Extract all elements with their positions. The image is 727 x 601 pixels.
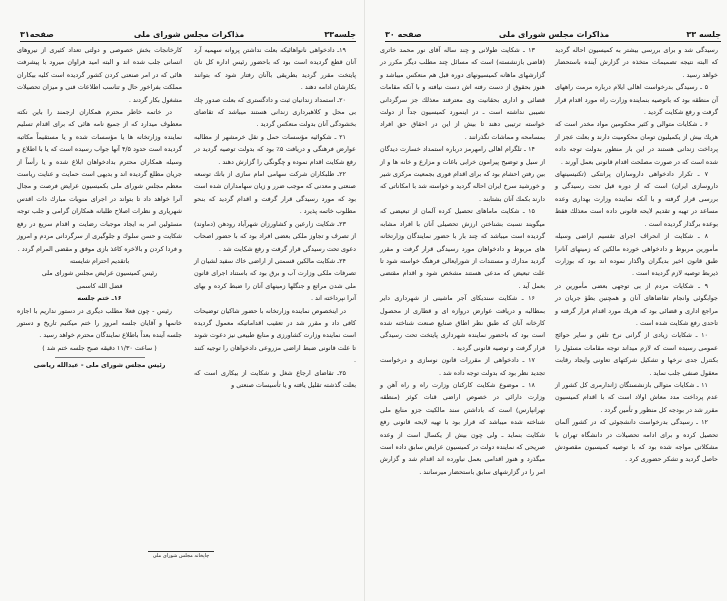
paragraph: کارخانجات بخش خصوصی و دولتی تعداد کثیری از نیروهای انسانی جلب شده اند و البته امید فراوان میرود با پیشرفت هائی که در امر صنعتی کردن کشور گردیده است کلیه بیکاران مملکت بفراخور حال و تناسب اطلاعات فنی و میزان تحصیلات مشغول بکار گردند . [17,46,182,104]
signature-rule [55,357,145,358]
paragraph: ۵ ـ رسیدگی بدرخواست اهالی ایلام درباره مرمت راههای آن منطقه بود که باتوصیه بنماینده وزارت راه مورد اقدام قرار گرفت و رفع شکایت گردید . [555,83,718,117]
paragraph: ۱۳ ـ شکایت طولانی و چند ساله آقای نور محمد خاتری (قاضی بازنشسته) است که مسائل چند مطلب دیگر مکرر در گزارشهای ماهانه کمیسیونهای دوره قبل هم منعکس میباشد و هنوز بحقوق از دست رفته اش دست نیافته و با آنکه مقامات قضائی و اداری بحقانیت وی معترفند معذلك جز سرگردانی نصیبی نداشته است ـ در اینمورد کمیسیون جداً از دولت خواسته ترتیبی دهند تا بیش از این در احقاق حق افراد بمسامحه و مماشات نگذرانند . [380,46,545,141]
paragraph: ۲۰ـ استمداد زندانیان ثبت و دادگستری که بعلت صدور چك بی محل و کلاهبرداری زندانی هستند میباشد که تقاضای بخشودگی آنان بدولت منعکس گردید . [194,95,356,129]
paragraph: ۲۱ ـ شکوائیه مؤسسات حمل و نقل خرمشهر از مطالبه عوارض فرهنگی و دریافت ۵٪ بود که بدولت توصیه گردید در رفع شکایت اقدام نموده و چگونگی را گزارش دهند . [194,132,356,166]
paragraph: ۲۲ـ طلبکاران شرکت سهامی امام سازی از بانك توسعه صنعتی و معدنی که موجب ضرر و زیان سهامداران شده است بود که مورد رسیدگی قرار گرفت و اقدام گردید که بنحو مطلوب خاتمه پذیرد . [194,170,356,216]
right-page [364,0,727,601]
printer-footer: چاپخانه مجلس شورای ملی [148,551,214,559]
paragraph: ۲۳ـ شکایت زارعین و کشاورزان شهرآباد رودهن (دماوند) از تصرف و تجاوز ملکی بعضی افراد بود که با حضور اصحاب دعوی تحت رسیدگی قرار گرفت و رفع شکایت شد . [194,219,356,253]
paragraph: ۱۱ ـ شکایات متوالی بازنشستگان ژاندارمری کل کشور از عدم پرداخت مدد معاش اولاد است که با اقدام کمیسیون مقرر شد در بودجه کل منظور و تأمین گردد . [555,380,718,414]
right-header-title: مذاکرات مجلس شورای ملی [498,30,610,39]
paragraph: در خاتمه خاطر محترم همکاران ارجمند را باین نکته معطوف میدارد که از جمیع نامه هائی که برای اقدام تسلیم نماینده وزارتخانه ها یا مؤسسات شده و یا مستقیماً مکاتبه گردیده است حدود ۴/۵ آنها جواب رسیده است که یا با اطلاع و وسیله همکاران محترم بدادخواهان ابلاغ شده و یا رأساً از جریان مطلع گردیده اند و بدیهی است حمایت و عنایت ریاست معظم مجلس شورای ملی بکمیسیون عرایض فرصت و مجال آنرا خواهد داد تا بتواند در اجرای منویات مبارك ذات اقدس شهریاری و نظرات اصلاح طلبانه همکاران گرامی و جلب توجه مسئولین امر به ایجاد موجبات رضایت و اقدام سریع در رفع شکایت و حسن سلوك و جلوگیری از سرگردانی مردم و امروز و فردا کردن و بالاخره کاغذ بازی موفق و مقضی المرام گردد . [17,108,182,253]
right-session-label: جلسه ۳۳ [686,30,721,39]
paragraph: ۶ ـ شکایات متوالی و کثیر محکومین مواد مخدر است که هریك بیش از یکمیلیون تومان محکومیت دارند و بعلت عجز از پرداخت زندانی هستند در این بار منظور بدولت توجه داده شده است که در صورت مصلحت اقدام قانونی بعمل آورند . [555,120,718,166]
paragraph: ۸ ـ شکایت از انحراف اجرای تقسیم اراضی وسیله مأمورین مربوط و دادخواهی خورده مالکین که زمینهای آنانرا طبق قانون اخیر بدیگران واگذار نموده اند بود که بوزارت ذیربط توصیه لازم گردیده است . [555,232,718,278]
closing-line: باتقدیم احترام شایسته [69,256,130,265]
paragraph: ۷ ـ تکرار دادخواهی داروسازان پرانتکی (تکنیسینهای داروسازی ایران) است که از دوره قبل تحت رسیدگی و بررسی قرار گرفته و با آنکه نماینده وزارت بهداری وعده مساعد در تهیه و تقدیم لایحه قانونی داده است معذلك فقط بوعده برگذار گردیده است . [555,170,718,228]
left-page-header [20,27,356,42]
left-session-label: جلسه۳۳ [324,30,356,39]
right-page-number: صفحه ۳۰ [385,30,422,39]
right-page-right-column [555,44,718,466]
paragraph: ۹ ـ شکایات مردم از بی توجهی بعضی مأمورین در جوابگوئی وانجام تقاضاهای آنان و همچنین بطؤ جریان در مراجع اداری و قضائی بود که هریك مورد اقدام قرار گرفته و تاحدی رفع شکایت شده است . [555,281,718,327]
final-signature: رئیس مجلس شورای ملی - عبدالله ریاضی [33,361,166,370]
paragraph: ۱۰ ـ شکایات زیادی از گرانی نرخ تلفن و سایر حوائج عمومی رسیده است که لازم میداند توجه مقامات مسئول را بکنترل جدی نرخها و تشکیل شرکتهای تعاونی وایجاد رقابت معقول صنفی جلب نماید . [555,331,718,377]
end-time: ( ساعت ۱۱/۳۰ دقیقه صبح جلسه ختم شد ) [42,343,157,352]
paragraph: ۱۴ ـ تلگرام اهالی رامهرمز درباره استمداد خسارت دیدگان از سیل و توضیح پیرامون خرابی باغات و مزارع و خانه ها و از بین رفتن احشام بود که برای اقدام فوری بجمعیت مرکزی شیر و خورشید سرخ ایران احاله گردید و خواسته شد با امکاناتی که دارند بکمك آنان بشتابند . [380,145,545,203]
paragraph: در اینخصوص نماینده وزارتخانه با حضور شاکیان توضیحات کافی داد و مقرر شد در تعقیب اقداماتیکه معمول گردیده است نماینده وزارت کشاورزی و منابع طبیعی نیز دعوت شوند تا علت قانونی ضبط اراضی مزروعی دادخواهان را توجیه کنند . [194,306,356,365]
paragraph: ۱۲ ـ رسیدگی بدرخواست دانشجوئی که در کشور آلمان تحصیل کرده و برای ادامه تحصیلات در دانشگاه تهران با مشکلاتی مواجه شده بود که با توصیه کمیسیون مقصودش حاصل گردید و تشکر حضوری کرد . [555,418,718,464]
left-page-right-column [194,44,356,391]
signature-name: فضل الله کاسمی [76,281,123,290]
signature-title: رئیس کمیسیون عرایض مجلس شورای ملی [41,269,158,278]
chair-statement: رئیس - چون فعلا مطلب دیگری در دستور نداریم با اجازه خانمها و آقایان جلسه امروز را ختم میکنیم تاریخ و دستور جلسه آینده بعداً باطلاع نمایندگان محترم خواهد رسید . [17,306,182,340]
left-page-number: صفحه۳۱ [20,30,54,39]
right-page-header [385,27,721,42]
paragraph: ۱۵ ـ شکایت ماماهای تحصیل کرده آلمان از تبعیضی که میگویند نسبت بشناختن ارزش تحصیلی آنان با افراد مشابه گردیده است میباشد که چند بار با حضور نمایندگان وزارتخانه های مربوط و دادخواهان مورد رسیدگی قرار گرفت و مقرر گردید مدارك و مستندات از شورایعالی فرهنگ خواسته شود تا علت تبعیض که مدعی هستند مشخص شود و اقدام مقتضی بعمل آید . [380,207,545,290]
right-page-left-column [380,44,545,478]
paragraph: ۱۶ ـ شکایت سندیکای آجر ماشینی از شهرداری دایر بمطالبه و دریافت عوارض دروازه ای و قطاری از محصول کارخانه آنان که طبق نظر اطاق صنایع صنعت شناخته شده است بود که باحضور نماینده شهرداری پایتخت تحت رسیدگی قرار گرفت و توصیه قانونی گردید . [380,294,545,352]
paragraph: رسیدگی شد و برای بررسی بیشتر به کمیسیون احاله گردید که البته نتیجه تصمیمات متخذه در گزارش آینده باستحضار خواهد رسید . [555,46,718,79]
paragraph: ۱۸ ـ موضوع شکایت کارکنان وزارت راه و راه آهن و وزارت دارائی در خصوص اراضی قنات کوثر (منطقه تهرانپارس) است که باداشتن سند مالکیت جزو منابع ملی شناخته شده میباشد که قرار بود با تهیه لایحه قانونی رفع شکایت بنماید ـ ولی چون بیش از یکسال است از وعده صریحی که نماینده دولت در کمیسیون عرایض سابق داده است میگذرد و هنوز اقدامی بعمل نیاورده اند اقدام شد و گزارش امر را در گزارشهای سابق باستحضار میرسانند . [380,380,545,476]
paragraph: ۱۷ ـ دادخواهی از مقررات قانون نوسازی و درخواست تجدید نظر بود که بدولت توجه داده شد . [380,356,545,377]
paragraph: ۲۵ـ تقاضای ارجاع شغل و شکایت از بیکاری است که بعلت گذشته تقلیل یافته و یا تأسیسات صنعتی و [194,368,356,389]
left-header-title: مذاکرات مجلس شورای ملی [133,30,245,39]
left-page-left-column [17,44,182,372]
section-heading: ۱۶ـ ختم جلسه [77,294,122,303]
paragraph: ۲۴ـ شکایت مالکین قسمتی از اراضی خاك سفید لشیان از تصرفات ملکی وزارت آب و برق بود که باستناد اجرای قانون ملی شدن مراتع و جنگلها زمینهای آنان را ضبط کرده و بهای آنرا نپرداخته اند . [194,256,356,303]
paragraph: ۱۹ـ دادخواهی نانواهائیکه بعلت نداشتن پروانه سهمیه آرد آنان قطع گردیده است بود که باحضور رئیس اداره کل نان پایتخت مقرر گردید بطریقی باآنان رفتار شود که بتوانند بکارشان ادامه دهند . [194,46,356,92]
